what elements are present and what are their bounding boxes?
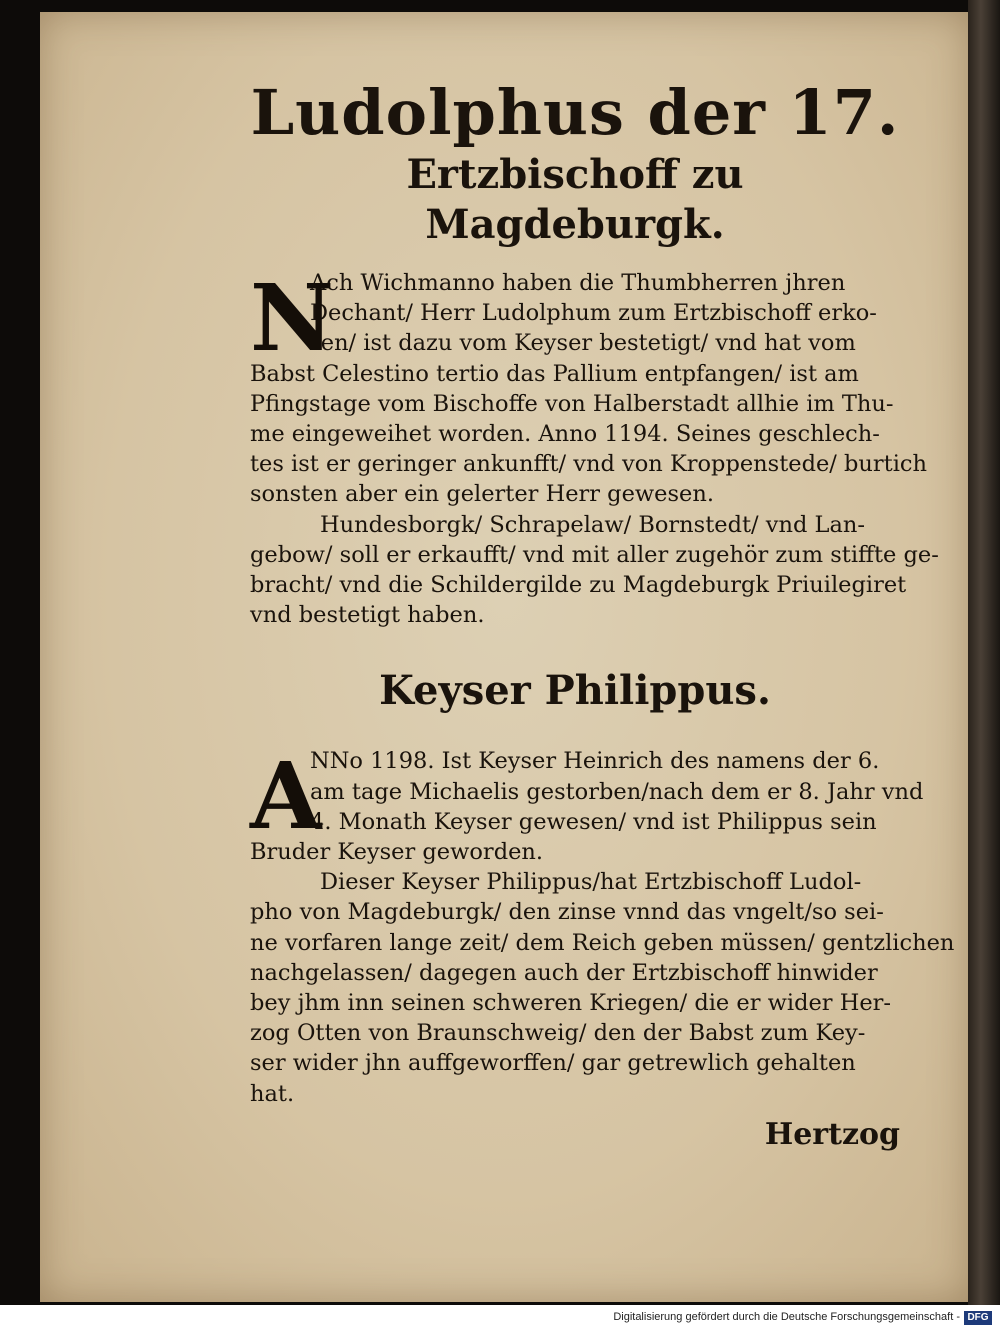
text-line: gebow/ soll er erkaufft/ vnd mit aller zugehör zum stiffte ge- bbox=[250, 541, 939, 568]
catchword: Hertzog bbox=[764, 1116, 900, 1152]
page-content bbox=[250, 68, 955, 1159]
dfg-logo-icon: DFG bbox=[964, 1311, 992, 1325]
text-line: pho von Magdeburgk/ den zinse vnnd das vngelt/so sei- bbox=[250, 899, 884, 926]
drop-cap: N bbox=[250, 264, 335, 372]
text-line: Bruder Keyser geworden. bbox=[250, 839, 544, 866]
text-line: ser wider jhn auffgeworffen/ gar getrewlich gehalten bbox=[250, 1050, 856, 1077]
text-line: ne vorfaren lange zeit/ dem Reich geben müssen/ gentzlichen bbox=[250, 929, 955, 956]
section-title: Keyser Philippus. bbox=[379, 667, 771, 715]
text-line: Ach Wichmanno haben die Thumbherren jhren bbox=[310, 270, 846, 296]
text-line: bey jhm inn seinen schweren Kriegen/ die er wider Her- bbox=[250, 990, 891, 1017]
chapter-subtitle: Ertzbischoff zu Magdeburgk. bbox=[406, 151, 744, 248]
text-line: Dieser Keyser Philippus/hat Ertzbischoff Ludol- bbox=[320, 869, 862, 896]
book-gutter bbox=[968, 0, 1000, 1305]
text-line: Babst Celestino tertio das Pallium entpfangen/ ist am bbox=[250, 360, 859, 387]
text-line: Pfingstage vom Bischoffe von Halberstadt allhie im Thu- bbox=[250, 390, 894, 417]
text-line: am tage Michaelis gestorben/nach dem er 8. Jahr vnd bbox=[310, 778, 924, 805]
text-line: me eingeweihet worden. Anno 1194. Seines geschlech- bbox=[250, 421, 880, 448]
chapter-title: Ludolphus der 17. bbox=[250, 76, 900, 149]
text-line: sonsten aber ein gelerter Herr gewesen. bbox=[250, 481, 714, 508]
section1-paragraph bbox=[250, 264, 927, 510]
drop-cap: A bbox=[250, 742, 322, 851]
text-line: nachgelassen/ dagegen auch der Ertzbischoff hinwider bbox=[250, 959, 878, 986]
text-line: zog Otten von Braunschweig/ den der Babst zum Key- bbox=[250, 1020, 866, 1047]
text-line: Hundesborgk/ Schrapelaw/ Bornstedt/ vnd Lan- bbox=[320, 511, 865, 538]
text-line: vnd bestetigt haben. bbox=[250, 602, 485, 629]
text-line: ren/ ist dazu vom Keyser bestetigt/ vnd hat vom bbox=[310, 330, 856, 357]
section2-paragraph bbox=[250, 742, 924, 867]
footer-credit: Digitalisierung gefördert durch die Deutsche Forschungsgemeinschaft - bbox=[613, 1311, 960, 1323]
text-line: NNo 1198. Ist Keyser Heinrich des namens der 6. bbox=[310, 748, 880, 775]
text-line: bracht/ vnd die Schildergilde zu Magdeburgk Priuilegiret bbox=[250, 572, 907, 599]
section1-paragraph-2 bbox=[250, 510, 939, 631]
text-line: 4. Monath Keyser gewesen/ vnd ist Philippus sein bbox=[310, 808, 877, 835]
footer-bar bbox=[0, 1305, 1000, 1333]
section2-paragraph-2 bbox=[250, 867, 955, 1109]
text-line: Dechant/ Herr Ludolphum zum Ertzbischoff erko- bbox=[310, 300, 877, 327]
text-line: hat. bbox=[250, 1080, 295, 1107]
text-line: tes ist er geringer ankunfft/ vnd von Kroppenstede/ burtich bbox=[250, 451, 927, 478]
